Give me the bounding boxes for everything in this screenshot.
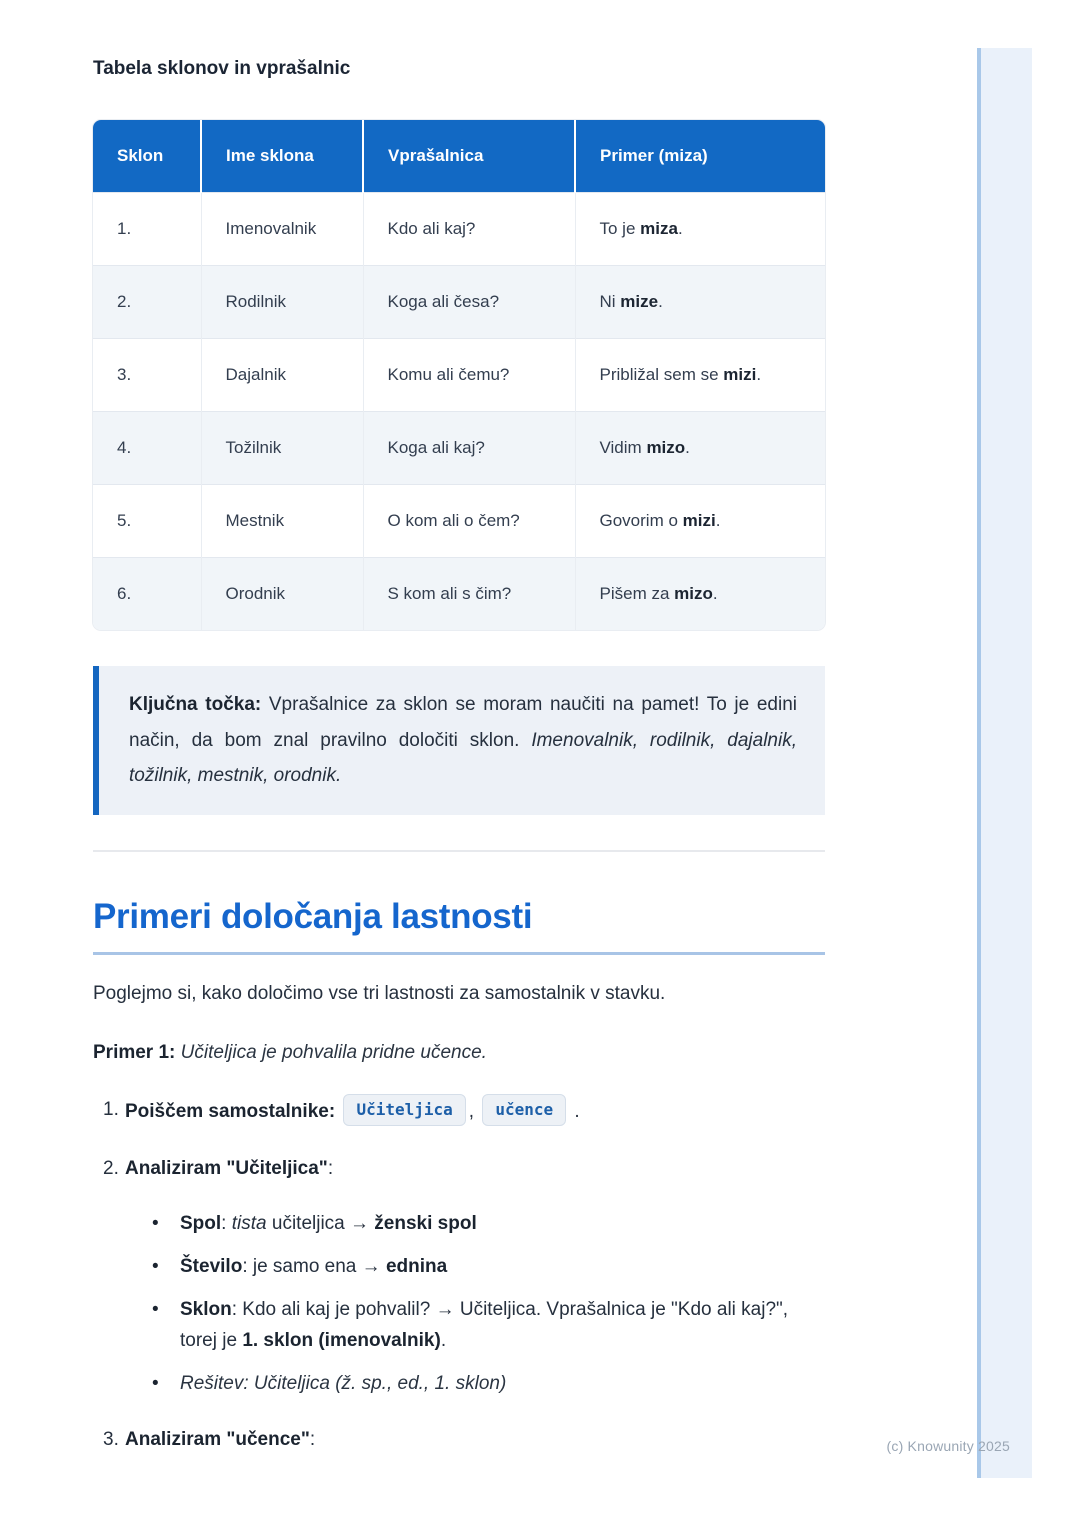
table-row [93,339,825,412]
chip-separator: , [468,1101,480,1123]
bullet-marker: • [152,1256,159,1278]
cell-name: Dajalnik [201,339,363,412]
example-sentence: Učiteljica je pohvalila pridne učence. [175,1042,487,1064]
ordered-list [93,1096,825,1453]
header-cell-primer: Primer (miza) [575,120,825,193]
bullet-text: Spol: tista učiteljica → ženski spol [180,1213,477,1235]
cell-num: 1. [93,193,201,266]
item-number: 2. [103,1158,119,1180]
cell-num: 2. [93,266,201,339]
header-cell-vprasalnica: Vprašalnica [363,120,575,193]
item-end: . [569,1101,580,1123]
code-chip-ucence: učence [482,1094,566,1126]
solution-text: Rešitev: Učiteljica (ž. sp., ed., 1. sklon) [180,1373,507,1395]
callout-text: Vprašalnice za sklon se moram naučiti na pamet! To je edini način, da bom znal pravilno določiti sklon. [129,694,797,751]
item-label-line: Analiziram "učence": [125,1429,316,1451]
item-label-line: Analiziram "Učiteljica": [125,1158,334,1180]
cell-question: O kom ali o čem? [363,485,575,558]
header-cell-ime-sklona: Ime sklona [201,120,363,193]
bullet-list [125,1208,825,1399]
cell-example: Ni mize. [575,266,825,339]
cell-example: Približal sem se mizi. [575,339,825,412]
bullet-marker: • [152,1299,159,1321]
section-divider [93,850,825,852]
bullet-text: Sklon: Kdo ali kaj je pohvalil? → Učiteljica. Vprašalnica je "Kdo ali kaj?", torej je 1. sklon (imenovalnik). [180,1299,789,1352]
item-body [125,1155,825,1399]
cell-question: Koga ali česa? [363,266,575,339]
callout-label: Ključna točka: [129,694,262,715]
bullet-item-sklon [152,1294,825,1356]
example-sentence-line [93,1040,825,1066]
cell-name: Tožilnik [201,412,363,485]
cell-name: Mestnik [201,485,363,558]
watermark: (c) Knowunity 2025 [886,1438,1010,1454]
cell-name: Rodilnik [201,266,363,339]
bullet-text: Število: je samo ena → ednina [180,1256,448,1278]
list-item-analyze-ucence [103,1426,825,1453]
cell-num: 4. [93,412,201,485]
bullet-item-spol [152,1208,825,1239]
example-label: Primer 1: [93,1042,176,1064]
cell-name: Orodnik [201,558,363,631]
cell-num: 3. [93,339,201,412]
bullet-marker: • [152,1213,159,1235]
section-title: Tabela sklonov in vprašalnic [93,58,351,79]
item-body [125,1426,825,1453]
next-page-edge [977,48,1032,1478]
cell-question: Kdo ali kaj? [363,193,575,266]
cases-table-wrapper [93,120,825,630]
cell-example: Vidim mizo. [575,412,825,485]
code-chip-uciteljica: Učiteljica [343,1094,465,1126]
page-content [93,57,825,1453]
cell-question: Koga ali kaj? [363,412,575,485]
list-item-analyze-uciteljica [103,1155,825,1399]
page-heading: Primeri določanja lastnosti [93,896,825,955]
table-row [93,558,825,631]
item-number: 3. [103,1429,119,1451]
cell-example: Govorim o mizi. [575,485,825,558]
bullet-item-stevilo [152,1251,825,1282]
table-row [93,266,825,339]
cell-name: Imenovalnik [201,193,363,266]
table-row [93,412,825,485]
intro-paragraph: Poglejmo si, kako določimo vse tri lastnosti za samostalnik v stavku. [93,983,666,1005]
item-number: 1. [103,1099,119,1121]
table-row [93,485,825,558]
cell-num: 6. [93,558,201,631]
cases-table [93,120,825,630]
cell-example: To je miza. [575,193,825,266]
key-point-callout [93,666,825,815]
cell-question: Komu ali čemu? [363,339,575,412]
cell-question: S kom ali s čim? [363,558,575,631]
table-row [93,193,825,266]
table-header-row [93,120,825,193]
callout-italic-text: Imenovalnik, rodilnik, dajalnik, tožilnik, mestnik, orodnik. [129,729,797,787]
cell-num: 5. [93,485,201,558]
bullet-marker: • [152,1373,159,1395]
bullet-item-resitev [152,1368,825,1399]
header-cell-sklon: Sklon [93,120,201,193]
cell-example: Pišem za mizo. [575,558,825,631]
list-item-find-nouns [103,1096,825,1128]
item-body [125,1096,825,1128]
item-label: Poiščem samostalnike: [125,1101,336,1123]
